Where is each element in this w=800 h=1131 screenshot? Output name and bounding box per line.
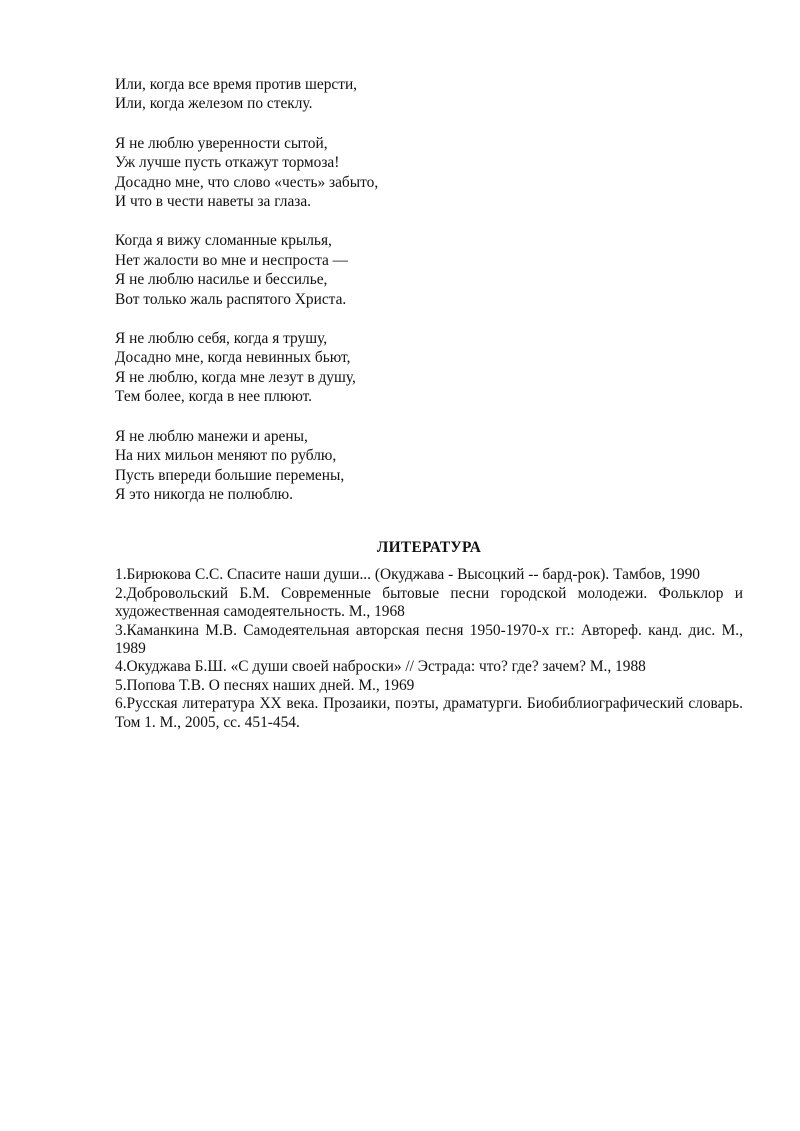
stanza — [115, 427, 743, 505]
poem-line: Я это никогда не полюблю. — [115, 485, 293, 503]
reference-item: 6.Русская литература XX века. Прозаики, поэты, драматурги. Биобиблиографический словарь. Том 1. М., 2005, сс. 451-454. — [115, 695, 743, 731]
poem-line: Или, когда железом по стеклу. — [115, 95, 313, 113]
poem-line: И что в чести наветы за глаза. — [115, 193, 312, 211]
poem — [115, 75, 743, 504]
literature-heading: ЛИТЕРАТУРА — [376, 539, 482, 557]
reference-item: 1.Бирюкова С.С. Спасите наши души... (Окуджава - Высоцкий -- бард-рок). Тамбов, 1990 — [115, 566, 700, 584]
stanza — [115, 329, 743, 407]
poem-line: Когда я вижу сломанные крылья, — [115, 232, 332, 250]
poem-line: Пусть впереди большие перемены, — [115, 466, 345, 484]
reference-item: 2.Добровольский Б.М. Современные бытовые песни городской молодежи. Фольклор и художественная самодеятельность. М., 1968 — [115, 584, 743, 621]
poem-line: Я не люблю уверенности сытой, — [115, 134, 328, 152]
poem-line: На них мильон меняют по рублю, — [115, 447, 337, 465]
stanza — [115, 231, 743, 309]
poem-line: Я не люблю насилье и бессилье, — [115, 271, 328, 289]
document-page — [115, 75, 743, 732]
poem-line: Досадно мне, когда невинных бьют, — [115, 349, 351, 367]
poem-line: Уж лучше пусть откажут тормоза! — [115, 154, 340, 172]
reference-item: 4.Окуджава Б.Ш. «С души своей наброски» // Эстрада: что? где? зачем? М., 1988 — [115, 658, 646, 676]
poem-line: Тем более, когда в нее плюют. — [115, 388, 313, 406]
reference-item: 5.Попова Т.В. О песнях наших дней. М., 1969 — [115, 676, 415, 694]
poem-line: Я не люблю себя, когда я трушу, — [115, 330, 328, 348]
reference-list — [115, 566, 743, 732]
poem-line: Или, когда все время против шерсти, — [115, 76, 358, 93]
poem-line: Досадно мне, что слово «честь» забыто, — [115, 173, 379, 191]
poem-line: Я не люблю, когда мне лезут в душу, — [115, 368, 356, 386]
poem-line: Вот только жаль распятого Христа. — [115, 290, 347, 308]
reference-item: 3.Каманкина М.В. Самодеятельная авторская песня 1950-1970-х гг.: Автореф. канд. дис. М., 1989 — [115, 621, 743, 657]
stanza — [115, 75, 743, 114]
poem-line: Нет жалости во мне и неспроста — — [115, 251, 349, 269]
stanza — [115, 134, 743, 212]
poem-line: Я не люблю манежи и арены, — [115, 427, 308, 445]
